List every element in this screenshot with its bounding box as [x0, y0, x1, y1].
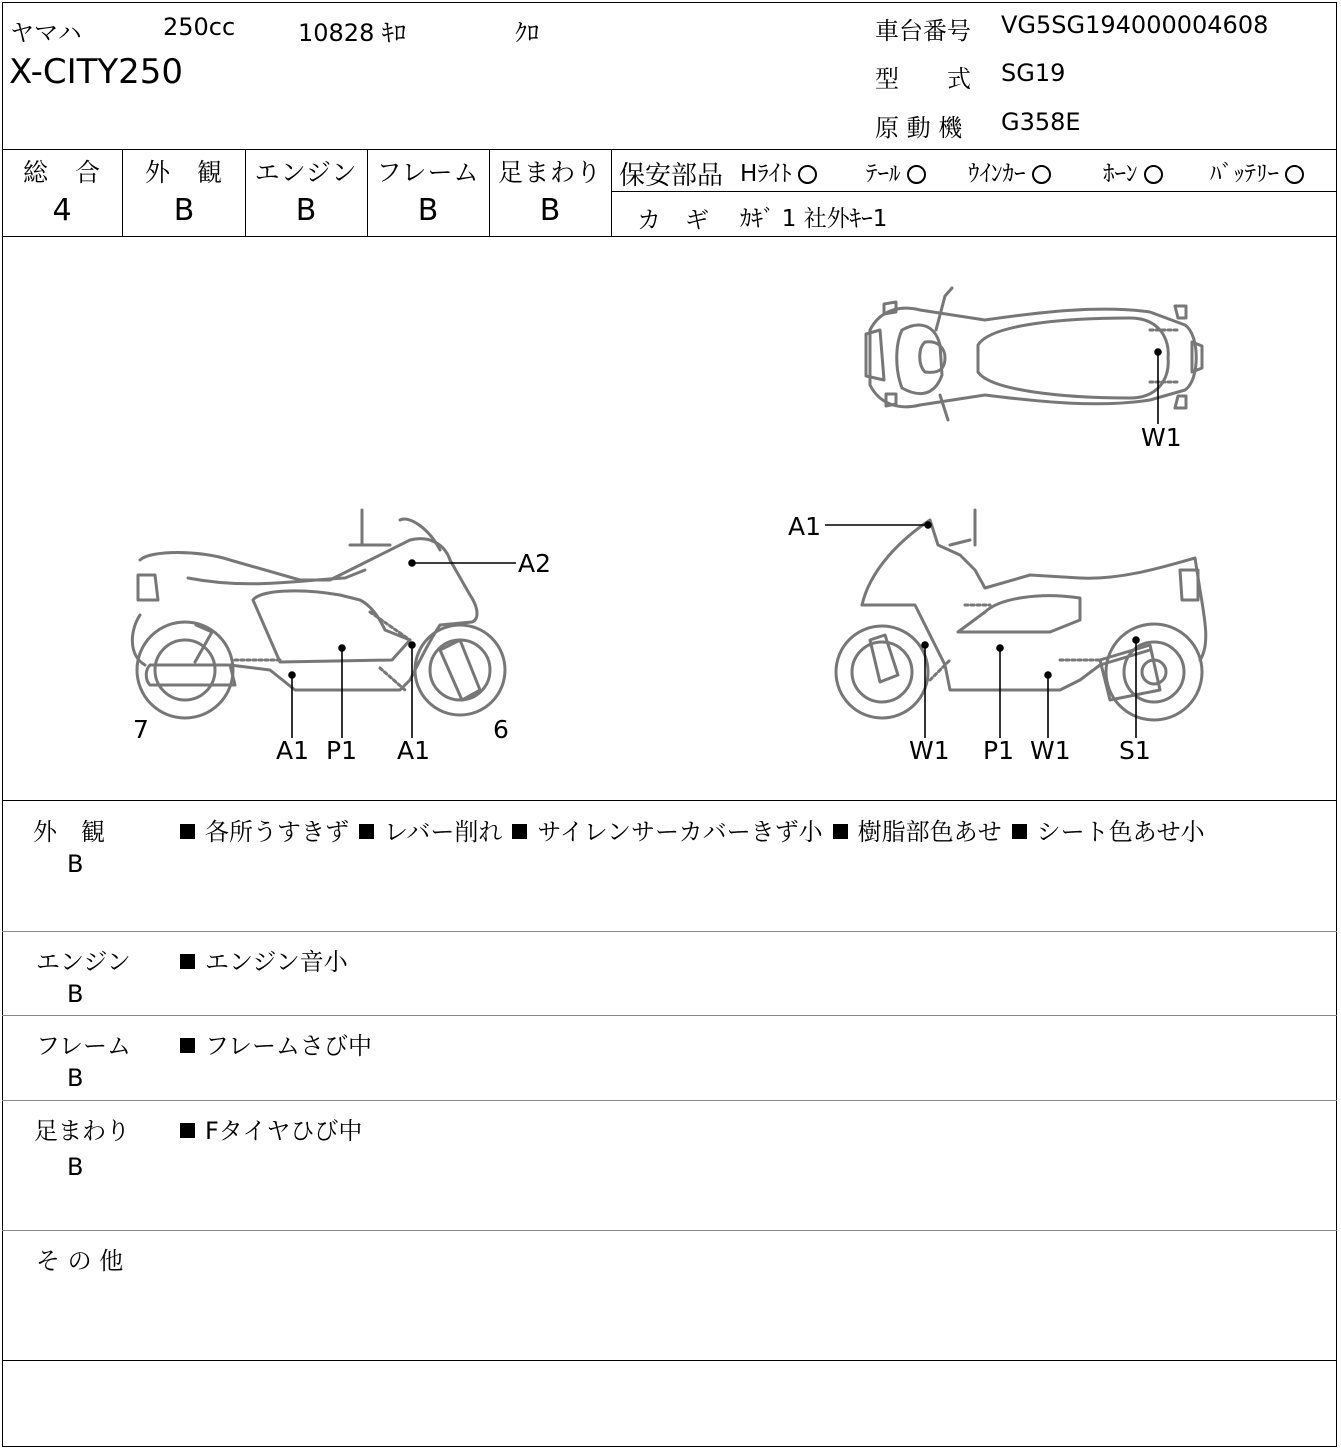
- safety-item-label: ﾊﾞｯﾃﾘｰ: [1210, 161, 1279, 187]
- displacement: 250cc: [163, 13, 236, 41]
- grade-value-frame: B: [417, 193, 439, 228]
- grade-label-overall: 総 合: [22, 158, 101, 187]
- right-label-a1: A1: [788, 512, 822, 541]
- grade-label-appearance: 外 観: [144, 158, 223, 187]
- remark-notes-suspension: [170, 1111, 362, 1146]
- left-label-p1: P1: [326, 736, 357, 765]
- key-value: ｶｷﾞ 1 社外ｷｰ1: [740, 206, 888, 232]
- bullet-square-icon: [1012, 824, 1027, 839]
- remark-grade-engine: B: [67, 980, 84, 1008]
- remark-grade-suspension: B: [67, 1153, 84, 1181]
- right-label-w1-rear: W1: [1030, 736, 1071, 765]
- key-label: カ ギ: [637, 206, 709, 234]
- left-label-a2: A2: [518, 549, 552, 578]
- remark-label-engine: エンジン: [36, 948, 131, 976]
- divider: [2, 1100, 1337, 1101]
- bullet-square-icon: [180, 1038, 195, 1053]
- remark-notes-frame: [170, 1026, 372, 1061]
- bullet-square-icon: [180, 824, 195, 839]
- right-side-view-scooter: [836, 510, 1206, 720]
- note: サイレンサーカバーきず小: [537, 818, 823, 846]
- maker: ヤマハ: [10, 19, 82, 47]
- frame-no-label: 車台番号: [875, 17, 971, 45]
- type-value: SG19: [1001, 59, 1066, 87]
- bullet-square-icon: [180, 1123, 195, 1138]
- note: 各所うすきず: [205, 818, 349, 846]
- right-label-w1: W1: [909, 736, 950, 765]
- grade-label-suspension: 足まわり: [497, 158, 602, 187]
- grade-value-engine: B: [295, 193, 317, 228]
- mileage: 10828 ｷﾛ: [298, 19, 406, 47]
- frame-no: VG5SG194000004608: [1001, 11, 1269, 39]
- divider: [2, 1015, 1337, 1016]
- remark-label-frame: フレーム: [36, 1032, 132, 1060]
- remark-grade-appearance: B: [67, 850, 84, 878]
- bullet-square-icon: [359, 824, 374, 839]
- left-side-view-scooter: [132, 510, 505, 718]
- remark-label-suspension: 足まわり: [34, 1117, 130, 1145]
- right-label-p1: P1: [983, 736, 1014, 765]
- top-label-w1: W1: [1141, 423, 1182, 452]
- model-name: X-CITY250: [9, 52, 184, 92]
- grade-value-overall: 4: [52, 193, 72, 228]
- safety-item-label: ｳｲﾝｶｰ: [968, 161, 1026, 187]
- remark-label-other: そ の 他: [36, 1247, 124, 1275]
- note: フレームさび中: [205, 1032, 373, 1060]
- note: エンジン音小: [205, 948, 348, 976]
- safety-label: 保安部品: [619, 161, 724, 191]
- note: Fタイヤひび中: [205, 1117, 363, 1145]
- note: 樹脂部色あせ: [857, 818, 1002, 846]
- type-label: 型 式: [875, 65, 971, 93]
- grade-label-frame: フレーム: [376, 158, 480, 187]
- remark-grade-frame: B: [67, 1064, 84, 1092]
- left-label-6: 6: [493, 715, 509, 744]
- divider: [2, 1230, 1337, 1231]
- grade-label-engine: エンジン: [254, 158, 358, 187]
- safety-item-label: Hﾗｲﾄ: [740, 161, 792, 187]
- left-label-a1-front: A1: [397, 736, 431, 765]
- engine-value: G358E: [1001, 108, 1081, 136]
- safety-item-label: ﾃｰﾙ: [866, 161, 901, 187]
- divider: [2, 1360, 1337, 1361]
- grade-value-suspension: B: [539, 193, 561, 228]
- left-label-a1: A1: [276, 736, 310, 765]
- grade-value-appearance: B: [173, 193, 195, 228]
- bullet-square-icon: [512, 824, 527, 839]
- divider: [2, 931, 1337, 932]
- color: ｸﾛ: [515, 19, 539, 47]
- left-label-7: 7: [133, 715, 149, 744]
- safety-item-label: ﾎｰﾝ: [1103, 161, 1138, 187]
- top-view-scooter: [866, 288, 1202, 420]
- right-label-s1: S1: [1119, 736, 1151, 765]
- divider: [2, 800, 1337, 801]
- engine-label: 原 動 機: [875, 114, 963, 142]
- note: レバー削れ: [384, 818, 503, 846]
- remark-label-appearance: 外 観: [33, 818, 105, 846]
- bullet-square-icon: [180, 954, 195, 969]
- bullet-square-icon: [833, 824, 848, 839]
- remark-notes-appearance: [170, 812, 1205, 847]
- remark-notes-engine: [170, 942, 348, 977]
- note: シート色あせ小: [1036, 818, 1205, 846]
